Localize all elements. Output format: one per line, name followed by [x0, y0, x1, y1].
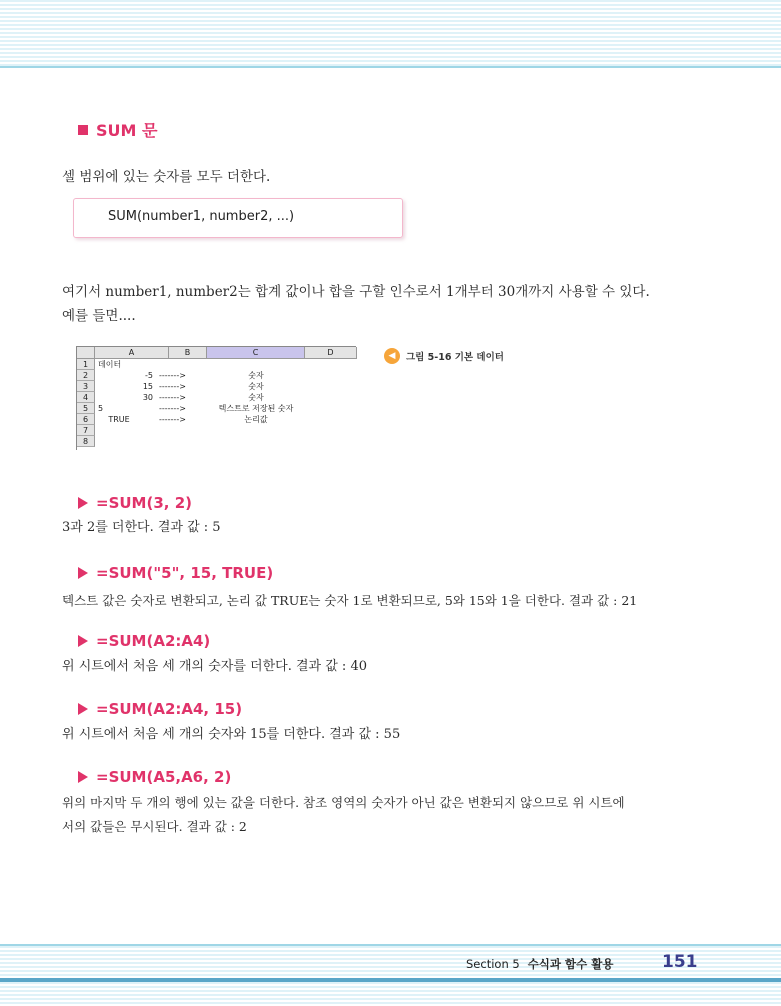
- row-header: 8: [77, 436, 95, 447]
- cell-b5: ------->: [159, 404, 186, 413]
- example-formula: =SUM(A5,A6, 2): [96, 768, 232, 786]
- cell-b2: ------->: [159, 371, 186, 380]
- example-heading: [78, 564, 273, 582]
- triangle-bullet-icon: [78, 497, 88, 509]
- description-line-1: 여기서 number1, number2는 합계 값이나 합을 구할 인수로서 1개부터 30개까지 사용할 수 있다.: [62, 284, 650, 300]
- cell-a4: 30: [142, 393, 153, 402]
- row-header: 5: [77, 403, 95, 414]
- column-header-a: A: [95, 347, 169, 359]
- cell-c4: 숫자: [248, 393, 264, 402]
- row-header: 2: [77, 370, 95, 381]
- example-heading: [78, 494, 192, 512]
- example-description: 텍스트 값은 숫자로 변환되고, 논리 값 TRUE는 숫자 1로 변환되므로, 5와 15와 1을 더한다. 결과 값 : 21: [62, 593, 638, 608]
- column-header-b: B: [169, 347, 207, 359]
- example-heading: [78, 700, 242, 718]
- triangle-bullet-icon: [78, 635, 88, 647]
- cell-a2: -5: [145, 371, 153, 380]
- row-header: 6: [77, 414, 95, 425]
- footer-title: 수식과 함수 활용: [527, 957, 614, 971]
- syntax-box: [73, 198, 403, 238]
- cell-c2: 숫자: [248, 371, 264, 380]
- square-bullet-icon: [78, 125, 88, 135]
- column-header-d: D: [305, 347, 357, 359]
- cell-a3: 15: [142, 382, 153, 391]
- cell-a6: TRUE: [108, 415, 130, 424]
- top-decor-band: [0, 0, 781, 68]
- footer-rule: [0, 978, 781, 982]
- column-header-c: C: [207, 347, 305, 359]
- cell-a1: 데이터: [98, 360, 122, 369]
- running-footer: [466, 956, 613, 972]
- row-header: 1: [77, 359, 95, 370]
- example-heading: [78, 632, 210, 650]
- example-formula: =SUM(3, 2): [96, 494, 192, 512]
- cell-c3: 숫자: [248, 382, 264, 391]
- example-formula: =SUM(A2:A4, 15): [96, 700, 243, 718]
- triangle-bullet-icon: [78, 771, 88, 783]
- spreadsheet-figure: [76, 346, 356, 450]
- corner-cell: [77, 347, 95, 359]
- section-title: SUM 문: [96, 121, 158, 140]
- example-description-line-1: 위의 마지막 두 개의 행에 있는 값을 더한다. 참조 영역의 숫자가 아닌 값은 변환되지 않으므로 위 시트에: [62, 795, 625, 810]
- description-line-2: 예를 들면....: [62, 308, 136, 324]
- footer-section: Section 5: [466, 957, 520, 971]
- figure-caption: [384, 348, 504, 364]
- cell-b3: ------->: [159, 382, 186, 391]
- row-header: 4: [77, 392, 95, 403]
- example-description: 3과 2를 더한다. 결과 값 : 5: [62, 520, 221, 535]
- example-description: 위 시트에서 처음 세 개의 숫자를 더한다. 결과 값 : 40: [62, 659, 367, 674]
- triangle-bullet-icon: [78, 703, 88, 715]
- arrow-left-icon: ◀: [384, 348, 400, 364]
- example-description-line-2: 서의 값들은 무시된다. 결과 값 : 2: [62, 819, 247, 834]
- example-formula: =SUM(A2:A4): [96, 632, 211, 650]
- figure-caption-text: 그림 5-16 기본 데이터: [406, 352, 504, 363]
- intro-text: 셀 범위에 있는 숫자를 모두 더한다.: [62, 169, 271, 185]
- row-header: 7: [77, 425, 95, 436]
- row-header: 3: [77, 381, 95, 392]
- page-number: 151: [662, 952, 698, 972]
- example-heading: [78, 768, 231, 786]
- cell-a5: 5: [98, 404, 104, 413]
- cell-c5: 텍스트로 저장된 숫자: [218, 404, 294, 413]
- cell-c6: 논리값: [244, 415, 268, 424]
- triangle-bullet-icon: [78, 567, 88, 579]
- section-heading: [78, 118, 157, 141]
- cell-b4: ------->: [159, 393, 186, 402]
- syntax-text: SUM(number1, number2, ...): [108, 209, 295, 224]
- cell-b6: ------->: [159, 415, 186, 424]
- example-description: 위 시트에서 처음 세 개의 숫자와 15를 더한다. 결과 값 : 55: [62, 727, 401, 742]
- example-formula: =SUM("5", 15, TRUE): [96, 564, 274, 582]
